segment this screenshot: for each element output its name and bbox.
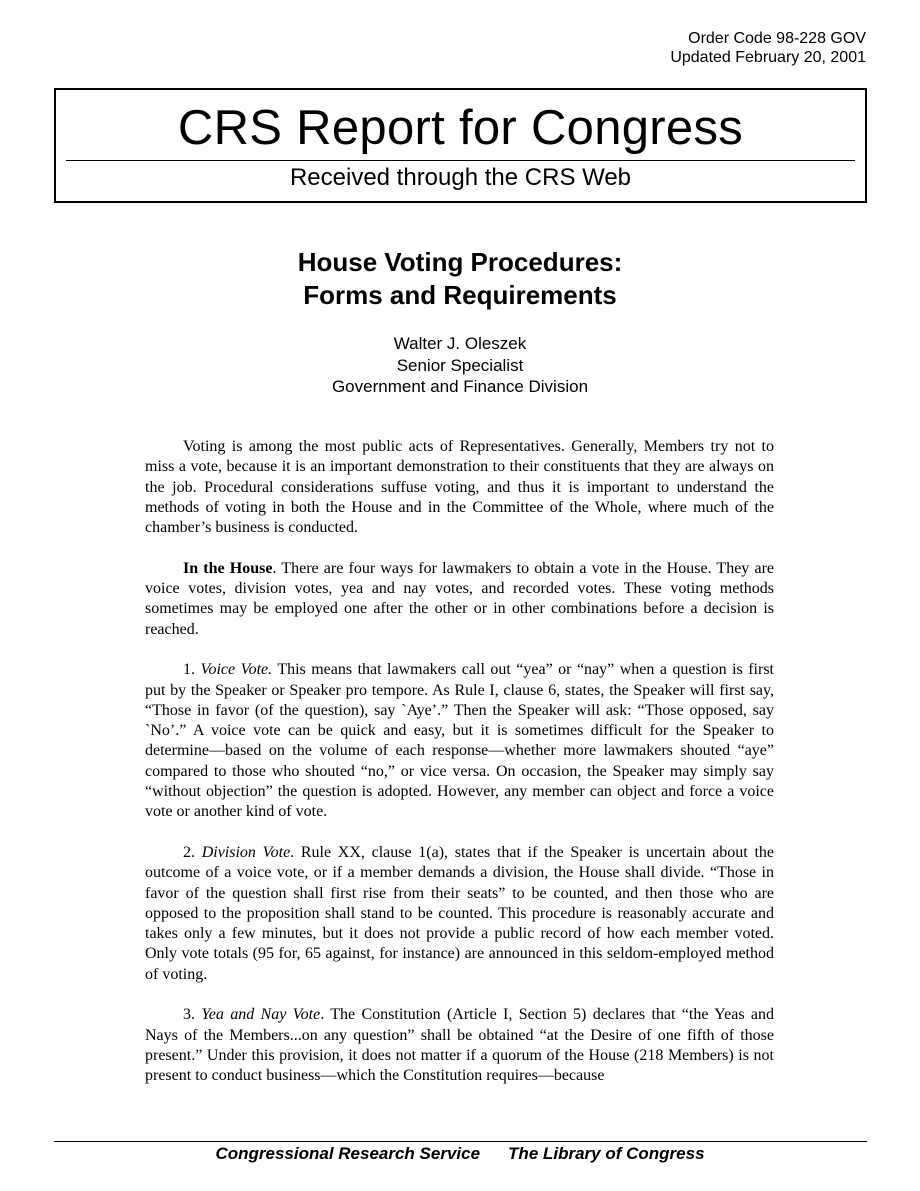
body-paragraph-house [145,559,774,640]
banner-subtitle: Received through the CRS Web [289,164,632,191]
paragraph-heading: Division Vote [201,843,291,861]
paragraph-heading: In the House [183,559,273,577]
paragraph-heading: Yea and Nay Vote [201,1006,321,1024]
list-number: 1. [183,661,201,679]
crs-banner [54,88,867,203]
paragraph-text: . There are four ways for lawmakers to obtain a vote in the House. They are voice votes, division votes, yea and nay votes, and recorded votes. These voting methods sometimes may be employed one after the other or in other combinations before a decision is reached. [145,559,775,638]
body-paragraph-voice-vote [145,660,774,822]
footer-crs: Congressional Research Service [215,1144,481,1163]
list-number: 3. [183,1006,202,1024]
report-body [145,437,774,1107]
order-code-block [670,29,866,67]
body-paragraph-yea-nay-vote [145,1005,774,1086]
banner-title: CRS Report for Congress [177,101,744,155]
body-paragraph-intro [145,437,774,538]
author-division: Government and Finance Division [331,377,589,396]
paragraph-text: This means that lawmakers call out “yea” or “nay” when a question is first put by the Speaker or Speaker pro tempore. As Rule I, clause 6, states, the Speaker will first say, “Those in favor (of the question), say `Aye’.” Then the Speaker will ask: “Those opposed, say `No’.” A voice vote can be quick and easy, but it is sometimes difficult for the Speaker to determine—based on the volume of each response—whether more lawmakers shouted “aye” compared to those who shouted “no,” or vice versa. On occasion, the Speaker may simply say “without objection” the question is adopted. However, any member can object and force a voice vote or another kind of vote. [145,661,775,821]
report-title-line2: Forms and Requirements [303,280,617,310]
author-name: Walter J. Oleszek [393,334,527,353]
body-paragraph-division-vote [145,843,774,985]
paragraph-text: . Rule XX, clause 1(a), states that if the Speaker is uncertain about the outcome of a voice vote, or if a member demands a division, the House shall divide. “Those in favor of the question shall first rise from their seats” to be counted, and then those who are opposed to the proposition shall stand to be counted. This procedure is reasonably accurate and takes only a few minutes, but it does not provide a public record of how each member voted. Only vote totals (95 for, 65 against, for instance) are announced in this seldom-employed method of voting. [145,843,775,983]
page-footer [0,1143,920,1164]
list-number: 2. [183,843,202,861]
order-code: Order Code 98-228 GOV [688,30,866,47]
paragraph-text: . The Constitution (Article I, Section 5) declares that “the Yeas and Nays of the Members...on any question” shall be obtained “at the Desire of one fifth of those present.” Under this provision, it does not matter if a quorum of the House (218 Members) is not present to conduct business—which the Constitution requires—because [145,1006,775,1085]
footer-divider [54,1141,867,1142]
footer-loc: The Library of Congress [508,1144,705,1163]
author-title: Senior Specialist [396,356,524,375]
paragraph-heading: Voice Vote. [200,661,273,679]
updated-date: Updated February 20, 2001 [670,49,866,66]
report-title-line1: House Voting Procedures: [297,247,623,277]
banner-divider [66,160,855,161]
paragraph-text: Voting is among the most public acts of Representatives. Generally, Members try not to miss a vote, because it is an important demonstration to their constituents that they are always on the job. Procedural considerations suffuse voting, and thus it is important to understand the methods of voting in both the House and in the Committee of the Whole, where much of the chamber’s business is conducted. [145,438,774,537]
